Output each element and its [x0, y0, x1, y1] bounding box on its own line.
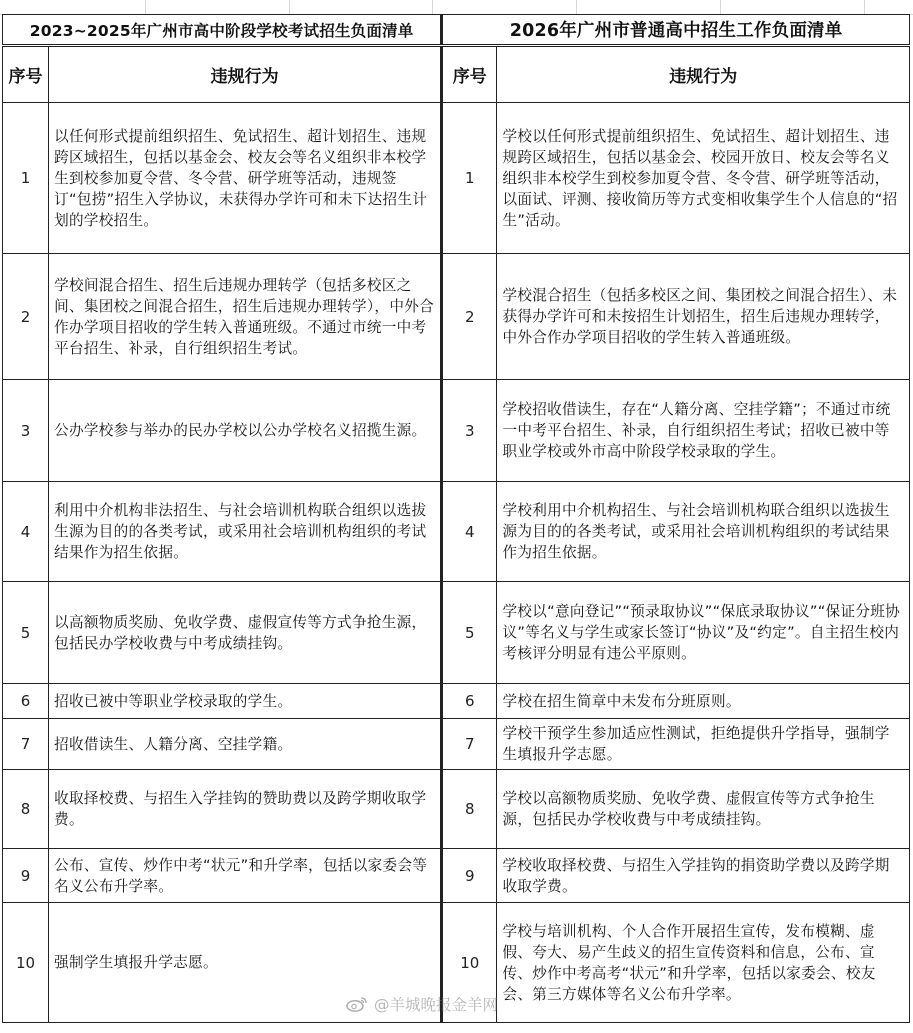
left-row-no: 3 — [3, 380, 49, 482]
left-header-behavior: 违规行为 — [49, 46, 442, 103]
right-row-no: 1 — [442, 103, 497, 254]
table-row — [3, 582, 910, 684]
right-row-no: 10 — [442, 903, 497, 1023]
left-row-text: 以任何形式提前组织招生、免试招生、超计划招生、违规跨区域招生，包括以基金会、校友会等名义组织非本校学生到校参加夏令营、冬令营、研学班等活动，违规签订“包捞”招生入学协议，未获得办学许可和未下达招生计划的学校招生。 — [49, 103, 442, 254]
left-row-no: 8 — [3, 770, 49, 849]
right-row-text: 学校混合招生（包括多校区之间、集团校之间混合招生）、未获得办学许可和未按招生计划招生，招生后违规办理转学，中外合作办学项目招收的学生转入普通班级。 — [497, 254, 910, 380]
watermark — [346, 993, 498, 1015]
right-row-no: 4 — [442, 482, 497, 582]
table-row — [3, 254, 910, 380]
table-row — [3, 719, 910, 770]
left-row-no: 5 — [3, 582, 49, 684]
left-row-text: 公办学校参与举办的民办学校以公办学校名义招揽生源。 — [49, 380, 442, 482]
left-row-text: 以高额物质奖励、免收学费、虚假宣传等方式争抢生源，包括民办学校收费与中考成绩挂钩。 — [49, 582, 442, 684]
spreadsheet-col-line — [864, 0, 865, 14]
right-row-text: 学校招收借读生，存在“人籍分离、空挂学籍”；不通过市统一中考平台招生、补录，自行组织招生考试；招收已被中等职业学校或外市高中阶段学校录取的学生。 — [497, 380, 910, 482]
right-row-text: 学校在招生简章中未发布分班原则。 — [497, 684, 910, 719]
watermark-text: @羊城晚报金羊网 — [374, 996, 499, 1014]
left-row-no: 4 — [3, 482, 49, 582]
title-row — [3, 15, 910, 46]
spreadsheet-col-line — [576, 0, 577, 14]
left-row-text: 公布、宣传、炒作中考“状元”和升学率，包括以家委会等名义公布升学率。 — [49, 849, 442, 903]
left-row-text: 学校间混合招生、招生后违规办理转学（包括多校区之间、集团校之间混合招生，招生后违规办理转学），中外合作办学项目招收的学生转入普通班级。不通过市统一中考平台招生、补录，自行组织招生考试。 — [49, 254, 442, 380]
table-row — [3, 103, 910, 254]
table-row — [3, 482, 910, 582]
table-row — [3, 849, 910, 903]
spreadsheet-col-line — [432, 0, 433, 14]
spreadsheet-col-line — [145, 0, 146, 14]
right-row-text: 学校以“意向登记”“预录取协议”“保底录取协议”“保证分班协议”等名义与学生或家长签订“协议”及“约定”。自主招生校内考核评分明显有违公平原则。 — [497, 582, 910, 684]
left-row-text: 招收借读生、人籍分离、空挂学籍。 — [49, 719, 442, 770]
right-header-behavior: 违规行为 — [497, 46, 910, 103]
weibo-logo-icon — [346, 996, 368, 1012]
left-row-no: 7 — [3, 719, 49, 770]
comparison-table — [2, 14, 910, 1023]
right-row-no: 3 — [442, 380, 497, 482]
table-row — [3, 684, 910, 719]
table-row — [3, 770, 910, 849]
left-row-no: 2 — [3, 254, 49, 380]
header-row — [3, 46, 910, 103]
left-row-text: 利用中介机构非法招生、与社会培训机构联合组织以选拔生源为目的的各类考试，或采用社会培训机构组织的考试结果作为招生依据。 — [49, 482, 442, 582]
left-row-text: 强制学生填报升学志愿。 — [49, 903, 442, 1023]
right-row-no: 8 — [442, 770, 497, 849]
right-row-text: 学校利用中介机构招生、与社会培训机构联合组织以选拔生源为目的的各类考试，或采用社会培训机构组织的考试结果作为招生依据。 — [497, 482, 910, 582]
right-row-text: 学校与培训机构、个人合作开展招生宣传，发布模糊、虚假、夸大、易产生歧义的招生宣传资料和信息，公布、宣传、炒作中考高考“状元”和升学率，包括以家委会、校友会、第三方媒体等名义公布升学率。 — [497, 903, 910, 1023]
left-row-text: 招收已被中等职业学校录取的学生。 — [49, 684, 442, 719]
spreadsheet-top-gridline — [0, 0, 913, 15]
right-row-text: 学校收取择校费、与招生入学挂钩的捐资助学费以及跨学期收取学费。 — [497, 849, 910, 903]
right-row-no: 7 — [442, 719, 497, 770]
right-row-text: 学校干预学生参加适应性测试，拒绝提供升学指导，强制学生填报升学志愿。 — [497, 719, 910, 770]
spreadsheet-col-line — [289, 0, 290, 14]
right-row-no: 5 — [442, 582, 497, 684]
table-row — [3, 380, 910, 482]
right-row-no: 6 — [442, 684, 497, 719]
right-row-text: 学校以任何形式提前组织招生、免试招生、超计划招生、违规跨区域招生，包括以基金会、校园开放日、校友会等名义组织非本校学生到校参加夏令营、冬令营、研学班等活动，以面试、评测、接收简历等方式变相收集学生个人信息的“招生”活动。 — [497, 103, 910, 254]
left-header-no: 序号 — [3, 46, 49, 103]
left-row-text: 收取择校费、与招生入学挂钩的赞助费以及跨学期收取学费。 — [49, 770, 442, 849]
right-header-no: 序号 — [442, 46, 497, 103]
right-table-title: 2026年广州市普通高中招生工作负面清单 — [442, 15, 910, 46]
left-row-no: 9 — [3, 849, 49, 903]
right-row-no: 2 — [442, 254, 497, 380]
left-row-no: 1 — [3, 103, 49, 254]
left-row-no: 10 — [3, 903, 49, 1023]
right-row-text: 学校以高额物质奖励、免收学费、虚假宣传等方式争抢生源，包括民办学校收费与中考成绩挂钩。 — [497, 770, 910, 849]
left-table-title: 2023~2025年广州市高中阶段学校考试招生负面清单 — [3, 15, 442, 46]
left-row-no: 6 — [3, 684, 49, 719]
spreadsheet-col-line — [720, 0, 721, 14]
right-row-no: 9 — [442, 849, 497, 903]
